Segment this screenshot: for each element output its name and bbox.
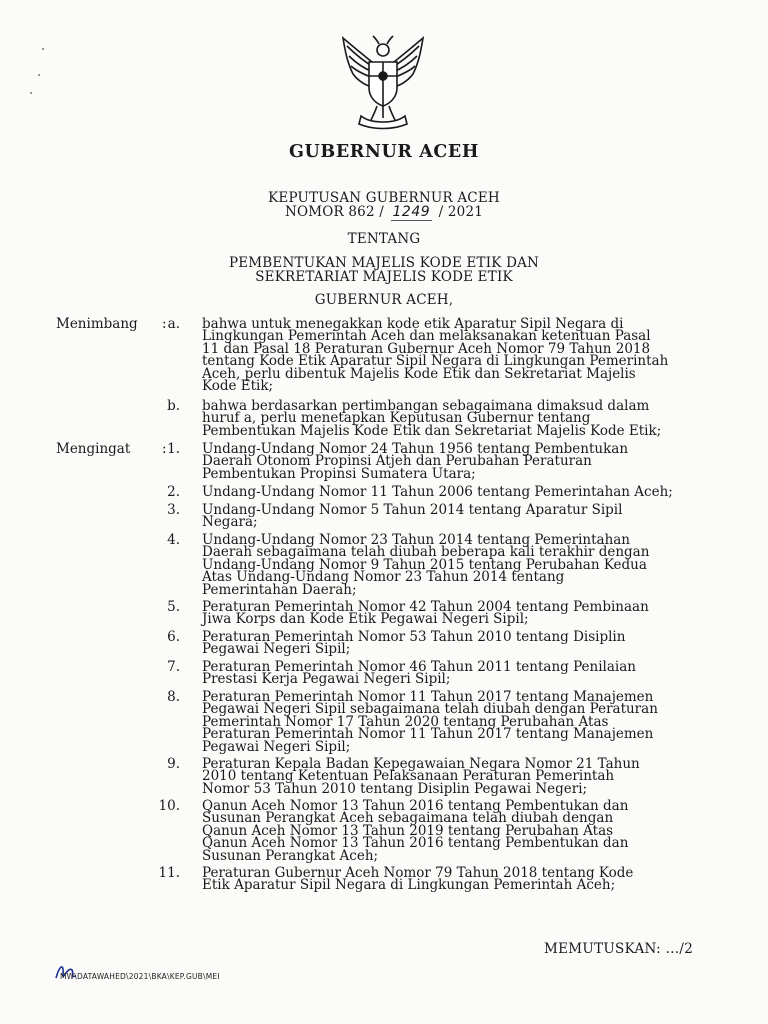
section-colon: : <box>162 316 167 332</box>
decree-number-prefix: NOMOR 862 / <box>284 204 384 220</box>
text-line: Pembentukan Propinsi Sumatera Utara; <box>202 465 476 482</box>
text-line: Atas Undang-Undang Nomor 23 Tahun 2014 tentang <box>202 569 565 586</box>
scan-speck <box>30 92 32 94</box>
text-line: Susunan Perangkat Aceh; <box>202 847 379 864</box>
text-line: huruf a, perlu menetapkan Keputusan Gubernur tentang <box>202 410 591 427</box>
scan-speck <box>42 48 44 50</box>
section-label: Mengingat <box>56 441 131 457</box>
text-line: Pegawai Negeri Sipil; <box>202 641 351 658</box>
item-text <box>202 601 704 626</box>
decree-title: KEPUTUSAN GUBERNUR ACEH <box>268 190 500 206</box>
text-line: Negara; <box>202 514 258 531</box>
text-line: Pegawai Negeri Sipil; <box>202 738 351 755</box>
item-marker: 9. <box>167 756 180 772</box>
item-marker: 11. <box>158 865 180 881</box>
item-marker: 7. <box>167 659 180 675</box>
item-text <box>202 400 704 437</box>
text-line: bahwa berdasarkan pertimbangan sebagaimana dimaksud dalam <box>202 398 650 414</box>
text-line: Peraturan Pemerintah Nomor 11 Tahun 2017 tentang Manajemen <box>202 689 654 705</box>
item-text <box>202 691 704 753</box>
text-line: Daerah sebagaimana telah diubah beberapa kali terakhir dengan <box>202 544 650 561</box>
decree-number-suffix: / 2021 <box>438 204 484 220</box>
text-line: Undang-Undang Nomor 9 Tahun 2015 tentang Perubahan Kedua <box>202 556 647 573</box>
text-line: Daerah Otonom Propinsi Atjeh dan Perubahan Peraturan <box>202 453 592 470</box>
text-line: 11 dan Pasal 18 Peraturan Gubernur Aceh Nomor 79 Tahun 2018 <box>202 340 651 357</box>
item-text <box>202 758 704 795</box>
text-line: Lingkungan Pemerintah Aceh dan melaksanakan ketentuan Pasal <box>202 328 651 345</box>
text-line: Nomor 53 Tahun 2010 tentang Disiplin Pegawai Negeri; <box>202 780 588 797</box>
text-line: Jiwa Korps dan Kode Etik Pegawai Negeri Sipil; <box>202 611 529 628</box>
text-line: Pemerintahan Daerah; <box>202 581 357 598</box>
section-colon: : <box>162 441 167 457</box>
text-line: Qanun Aceh Nomor 13 Tahun 2016 tentang Pembentukan dan <box>202 798 629 814</box>
text-line: Pembentukan Majelis Kode Etik dan Sekretariat Majelis Kode Etik; <box>202 422 662 439</box>
item-marker: 5. <box>167 599 180 615</box>
opening-line: GUBERNUR ACEH, <box>314 292 454 308</box>
text-line: Qanun Aceh Nomor 13 Tahun 2019 tentang Perubahan Atas <box>202 822 614 839</box>
text-line: Peraturan Gubernur Aceh Nomor 79 Tahun 2018 tentang Kode <box>202 865 634 881</box>
text-line: Pemerintah Nomor 17 Tahun 2020 tentang Perubahan Atas <box>202 713 609 730</box>
item-marker: 10. <box>158 798 180 814</box>
text-line: tentang Kode Etik Aparatur Sipil Negara di Lingkungan Pemerintah <box>202 353 669 370</box>
continuation-note: MEMUTUSKAN: .../2 <box>544 941 694 957</box>
text-line: Etik Aparatur Sipil Negara di Lingkungan Pemerintah Aceh; <box>202 877 616 894</box>
text-line: Undang-Undang Nomor 23 Tahun 2014 tentang Pemerintahan <box>202 532 631 548</box>
item-text <box>202 534 704 596</box>
item-marker: 2. <box>167 484 180 500</box>
item-marker: 6. <box>167 629 180 645</box>
item-text <box>202 504 704 529</box>
garuda-pancasila-emblem-icon <box>331 28 435 132</box>
item-marker: 8. <box>167 689 180 705</box>
item-marker: 1. <box>167 441 180 457</box>
item-text <box>202 443 704 480</box>
file-path-note: MW\DATAWAHED\2021\BKA\KEP.GUB\MEI <box>60 972 220 981</box>
text-line: Peraturan Pemerintah Nomor 53 Tahun 2010 tentang Disiplin <box>202 629 626 645</box>
decree-number <box>0 205 768 219</box>
text-line: Prestasi Kerja Pegawai Negeri Sipil; <box>202 671 451 688</box>
item-marker: 3. <box>167 502 180 518</box>
text-line: Aceh, perlu dibentuk Majelis Kode Etik dan Sekretariat Majelis <box>202 365 636 382</box>
item-text <box>202 800 704 862</box>
item-text <box>202 631 704 656</box>
decree-number-handwritten: 1249 <box>392 204 431 220</box>
text-line: Peraturan Pemerintah Nomor 42 Tahun 2004 tentang Pembinaan <box>202 599 649 615</box>
item-text <box>202 867 704 892</box>
text-line: Peraturan Kepala Badan Kepegawaian Negara Nomor 21 Tahun <box>202 756 640 772</box>
item-text <box>202 486 704 498</box>
subject-line-1: PEMBENTUKAN MAJELIS KODE ETIK DAN <box>228 255 540 271</box>
text-line: Pegawai Negeri Sipil sebagaimana telah diubah dengan Peraturan <box>202 701 658 718</box>
text-line: Qanun Aceh Nomor 13 Tahun 2016 tentang Pembentukan dan <box>202 835 629 852</box>
text-line: Kode Etik; <box>202 378 274 395</box>
text-line: Susunan Perangkat Aceh sebagaimana telah diubah dengan <box>202 810 614 827</box>
issuer-title: GUBERNUR ACEH <box>289 142 479 162</box>
text-line: Undang-Undang Nomor 24 Tahun 1956 tentang Pembentukan <box>202 441 629 457</box>
text-line: 2010 tentang Ketentuan Pelaksanaan Peraturan Pemerintah <box>202 768 615 785</box>
item-marker: a. <box>167 316 180 332</box>
text-line: Peraturan Pemerintah Nomor 11 Tahun 2017 tentang Manajemen <box>202 726 654 743</box>
item-marker: b. <box>167 398 180 414</box>
text-line: Peraturan Pemerintah Nomor 46 Tahun 2011 tentang Penilaian <box>202 659 636 675</box>
text-line: bahwa untuk menegakkan kode etik Aparatur Sipil Negara di <box>202 316 624 332</box>
text-line: Undang-Undang Nomor 5 Tahun 2014 tentang Aparatur Sipil <box>202 502 623 518</box>
item-text <box>202 316 704 395</box>
subject-line-2: SEKRETARIAT MAJELIS KODE ETIK <box>255 269 513 285</box>
scan-speck <box>38 74 40 76</box>
section-label: Menimbang <box>56 316 138 332</box>
about-label: TENTANG <box>347 231 421 247</box>
item-text <box>202 661 704 686</box>
item-marker: 4. <box>167 532 180 548</box>
text-line: Undang-Undang Nomor 11 Tahun 2006 tentang Pemerintahan Aceh; <box>202 484 673 500</box>
